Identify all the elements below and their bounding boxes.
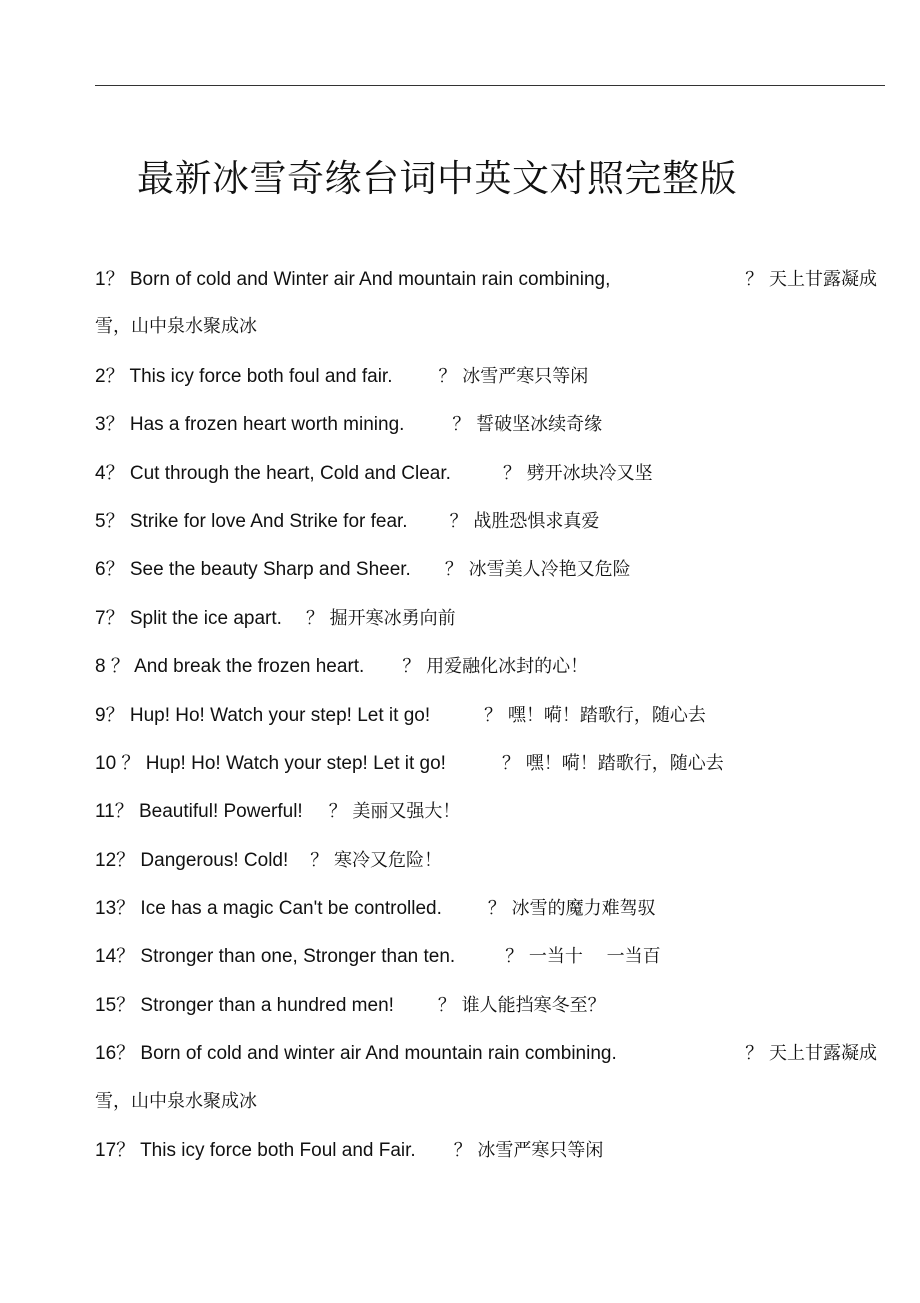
lyric-line [95,1135,885,1183]
lyric-line [95,506,885,554]
lyric-line [95,1087,885,1135]
lyric-line [95,893,885,941]
chinese-text: ？ 一当十 一当百 [505,946,661,968]
lyric-line [95,700,885,748]
lyric-line [95,409,885,457]
english-text: 9？ Hup! Ho! Watch your step! Let it go! [95,704,431,726]
chinese-text: ？ 掘开寒冰勇向前 [305,607,456,629]
chinese-text: ？ 冰雪严寒只等闲 [438,365,589,387]
chinese-text: ？ 嘿！嗬！踏歌行，随心去 [501,752,724,774]
chinese-text: ？ 天上甘露凝成 [745,269,877,290]
english-text: 6？ See the beauty Sharp and Sheer. [95,559,411,581]
lyric-line [95,603,885,651]
lyric-line [95,264,885,312]
chinese-text: ？ 冰雪美人冷艳又危险 [444,559,631,581]
english-text: 15？ Stronger than a hundred men! [95,994,394,1016]
chinese-text: ？ 冰雪的魔力难驾驭 [487,898,656,920]
chinese-text: 雪，山中泉水聚成冰 [95,316,257,338]
top-rule [95,85,885,86]
english-text: 11？ Beautiful! Powerful! [95,801,303,823]
lyric-line [95,458,885,506]
english-text: 10 ？ Hup! Ho! Watch your step! Let it go! [95,752,446,774]
chinese-text: ？ 誓破坚冰续奇缘 [452,414,603,436]
english-text: 16？ Born of cold and winter air And mountain rain combining. [95,1043,617,1065]
lyric-line [95,1038,885,1086]
english-text: 3？ Has a frozen heart worth mining. [95,414,405,436]
lyric-line [95,990,885,1038]
english-text: 1？ Born of cold and Winter air And mountain rain combining, [95,269,611,290]
lyric-line [95,554,885,602]
english-text: 7？ Split the ice apart. [95,607,282,629]
english-text: 13？ Ice has a magic Can't be controlled. [95,898,442,920]
lyric-line [95,651,885,699]
chinese-text: ？ 美丽又强大！ [328,801,461,823]
lyric-line [95,748,885,796]
english-text: 4？ Cut through the heart, Cold and Clear. [95,462,451,484]
lyric-line [95,361,885,409]
chinese-text: 雪，山中泉水聚成冰 [95,1090,257,1112]
chinese-text: ？ 战胜恐惧求真爱 [449,510,600,532]
lyric-line [95,796,885,844]
chinese-text: ？ 天上甘露凝成 [745,1043,877,1065]
chinese-text: ？ 嘿！嗬！踏歌行，随心去 [484,704,706,726]
chinese-text: ？ 劈开冰块冷又坚 [502,462,653,484]
lyric-line [95,312,885,360]
english-text: 5？ Strike for love And Strike for fear. [95,510,408,532]
lyric-line [95,941,885,989]
english-text: 8 ？ And break the frozen heart. [95,656,365,678]
document-title: 最新冰雪奇缘台词中英文对照完整版 [137,157,737,200]
english-text: 2？ This icy force both foul and fair. [95,365,393,387]
lyric-line [95,845,885,893]
chinese-text: ？ 寒冷又危险！ [310,849,443,871]
chinese-text: ？ 用爱融化冰封的心！ [402,656,589,678]
lyrics-list [95,264,885,1183]
english-text: 14？ Stronger than one, Stronger than ten. [95,946,456,968]
english-text: 17？ This icy force both Foul and Fair. [95,1140,416,1162]
chinese-text: ？ 谁人能挡寒冬至？ [437,994,606,1016]
chinese-text: ？ 冰雪严寒只等闲 [453,1140,604,1162]
english-text: 12？ Dangerous! Cold! [95,849,289,871]
